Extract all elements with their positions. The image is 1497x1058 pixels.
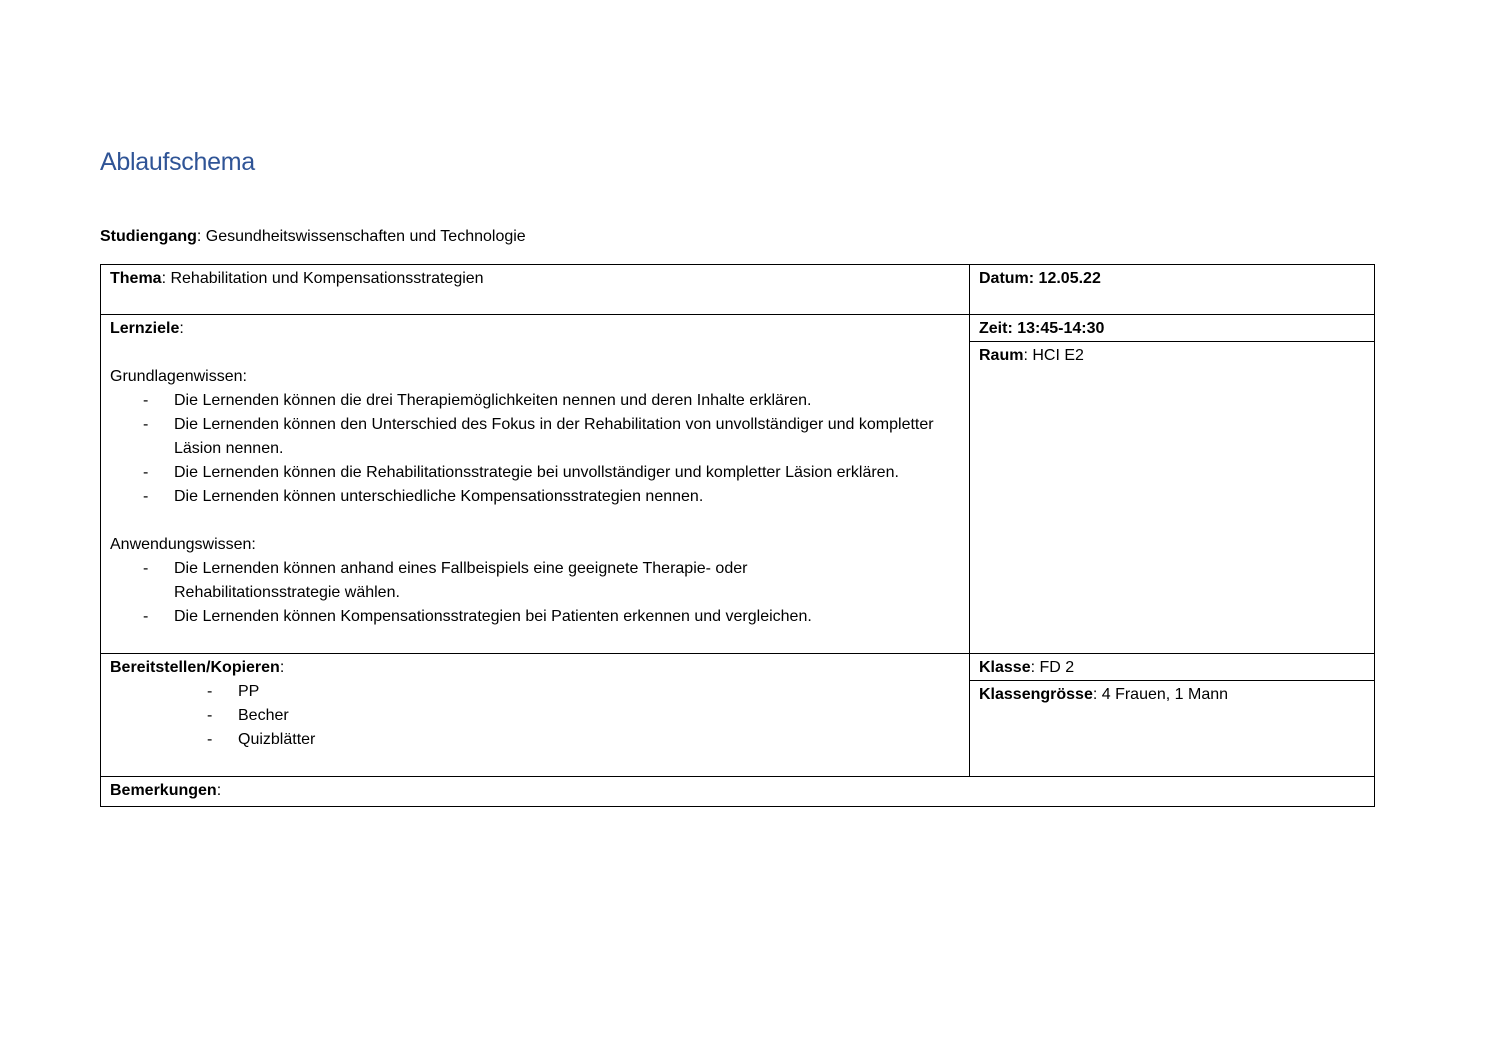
list-item: - Die Lernenden können unterschiedliche Kompensationsstrategien nennen. — [110, 485, 960, 509]
klasse-value: : FD 2 — [1030, 659, 1075, 676]
datum-cell — [970, 265, 1375, 315]
bemerkungen-cell — [101, 777, 1375, 807]
lernziele-sep: : — [179, 320, 184, 337]
list-item: - Die Lernenden können den Unterschied des Fokus in der Rehabilitation von unvollständiger und kompletter Läsion nennen. — [110, 413, 960, 461]
thema-value: : Rehabilitation und Kompensationsstrategien — [161, 270, 484, 287]
klassengroesse-cell — [970, 681, 1375, 777]
thema-cell — [101, 265, 970, 315]
klassengroesse-value: : 4 Frauen, 1 Mann — [1092, 686, 1229, 703]
bereitstellen-list — [110, 680, 960, 752]
zeit-value: : 13:45-14:30 — [1007, 320, 1105, 337]
klasse-label: Klasse — [979, 659, 1031, 676]
bereitstellen-label: Bereitstellen/Kopieren — [110, 659, 280, 676]
grundlagen-list — [110, 389, 960, 509]
raum-value: : HCI E2 — [1023, 347, 1084, 364]
bemerkungen-value: : — [216, 782, 222, 799]
studiengang-line — [100, 228, 526, 246]
bereitstellen-sep: : — [279, 659, 285, 676]
klasse-cell — [970, 654, 1375, 681]
raum-label: Raum — [979, 347, 1024, 364]
list-item: - PP — [110, 680, 960, 704]
list-item: - Die Lernenden können die Rehabilitationsstrategie bei unvollständiger und kompletter Läsion erklären. — [110, 461, 960, 485]
page-title: Ablaufschema — [100, 148, 255, 176]
lernziele-label: Lernziele — [110, 320, 180, 337]
anwendung-heading: Anwendungswissen: — [110, 536, 256, 553]
zeit-label: Zeit — [979, 320, 1008, 337]
list-item: - Die Lernenden können die drei Therapiemöglichkeiten nennen und deren Inhalte erklären. — [110, 389, 960, 413]
bemerkungen-label: Bemerkungen — [110, 782, 217, 799]
bereitstellen-cell — [101, 654, 970, 777]
grundlagen-heading: Grundlagenwissen: — [110, 368, 247, 385]
list-item: - Die Lernenden können Kompensationsstrategien bei Patienten erkennen und vergleichen. — [110, 605, 960, 629]
datum-value: : 12.05.22 — [1028, 270, 1101, 287]
thema-label: Thema — [110, 270, 162, 287]
raum-cell — [970, 342, 1375, 654]
datum-label: Datum — [979, 270, 1029, 287]
studiengang-value: : Gesundheitswissenschaften und Technologie — [196, 228, 526, 245]
list-item: - Die Lernenden können anhand eines Fallbeispiels eine geeignete Therapie- oder Rehabilitationsstrategie wählen. — [110, 557, 960, 605]
list-item: - Becher — [110, 704, 960, 728]
lernziele-cell — [101, 315, 970, 654]
studiengang-label: Studiengang — [100, 228, 197, 245]
list-item: - Quizblätter — [110, 728, 960, 752]
zeit-cell — [970, 315, 1375, 342]
anwendung-list — [110, 557, 960, 629]
lesson-plan-table — [100, 264, 1375, 807]
klassengroesse-label: Klassengrösse — [979, 686, 1093, 703]
